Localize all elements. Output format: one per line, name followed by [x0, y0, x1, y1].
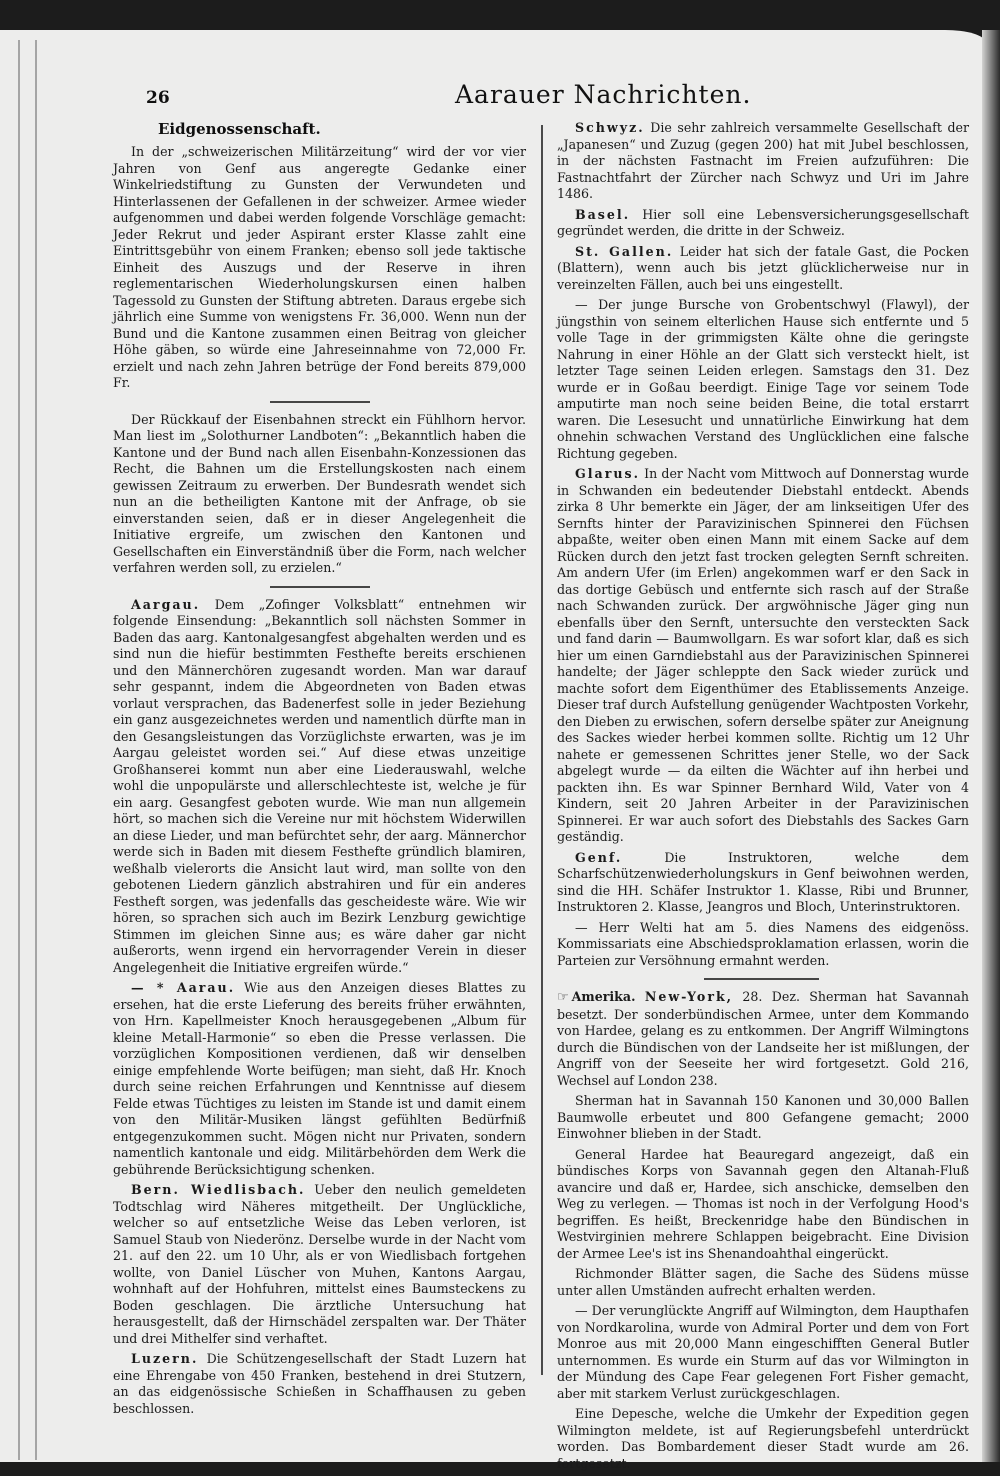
article-paragraph: Der Rückkauf der Eisenbahnen streckt ein Fühlhorn hervor. Man liest im „Solothurner Landboten“: „Bekanntlich haben die Kantone und der Bund nach allen Eisenbahn-Konzessionen das Recht, die Bahnen um die Erstellungskosten nach einem gewissen Zeitraum zu erwerben. Der Bundesrath wendet sich nun an die betheiligten Kantone mit der Anfrage, ob sie einverstanden seien, daß er in dieser Angelegenheit die Initiative ergreife, um zwischen den Kantonen und Gesellschaften ein Einverständniß über die Form, nach welcher verfahren werden soll, zu erzielen.“ [113, 411, 526, 575]
article-text: 28. Dez. Sherman hat Savannah besetzt. Der sonderbündischen Armee, unter dem Kommando von Hardee, gelang es zu entkommen. Der Angriff Wilmingtons durch die Bündischen von der Landseite her ist mißlungen, der Angriff von der Seeseite her wird fortgesetzt. Gold 216, Wechsel auf London 238. [557, 989, 969, 1088]
article-paragraph: General Hardee hat Beauregard angezeigt, daß ein bündisches Korps von Savannah gegen den Altanah-Fluß avancire und daß er, Hardee, sich anschicke, demselben den Weg zu verlegen. — Thomas ist noch in der Verfolgung Hood's begriffen. Es heißt, Breckenridge habe den Bündischen in Westvirginien mehrere Schlappen beigebracht. Eine Division der Armee Lee's ist ins Shenandoahthal eingerückt. [557, 1146, 969, 1261]
newspaper-masthead: Aarauer Nachrichten. [455, 80, 752, 109]
dateline: Glarus. [575, 466, 640, 481]
page-edge-line [18, 40, 20, 1460]
article-text: Die Instruktoren, welche dem Scharfschützenwiederholungskurs in Genf beiwohnen werden, sind die HH. Schäfer Instruktor 1. Klasse, Ribi und Brunner, Instruktoren 2. Klasse, Jeangros und Bloch, Unterinstruktoren. [557, 849, 969, 914]
article-text: Ueber den neulich gemeldeten Todtschlag wird Näheres mitgetheilt. Der Unglückliche, welcher so auf entsetzliche Weise das Leben verloren, ist Samuel Staub von Niederönz. Derselbe wurde in der Nacht vom 21. auf den 22. um 10 Uhr, als er von Wiedlisbach fortgehen wollte, von Daniel Lüscher von Muhen, Kantons Aargau, wohnhaft auf der Hohfuhren, mittelst eines Baumsteckens zu Boden geschlagen. Die ärztliche Untersuchung hat herausgestellt, daß der Hirnschädel zerspalten war. Der Thäter und drei Mithelfer sind verhaftet. [113, 1182, 526, 1346]
article-paragraph: Eine Depesche, welche die Umkehr der Expedition gegen Wilmington meldete, ist auf Regierungsbefehl unterdrückt worden. Das Bombardement dieser Stadt wurde am 26. fortgesetzt. [557, 1406, 969, 1471]
dateline: Schwyz. [575, 120, 645, 135]
article-paragraph: — Der junge Bursche von Grobentschwyl (Flawyl), der jüngsthin von seinem elterlichen Hause sich entfernte und 5 volle Tage in der grimmigsten Kälte ohne die geringste Nahrung in einer Höhle an der Glatt sich versteckt hielt, ist letzter Tage seinen Leiden erlegen. Samstags den 31. Dez wurde er in Goßau beerdigt. Einige Tage vor seinem Tode amputirte man noch seine beiden Beine, die total erstarrt waren. Die Lesesucht und unnatürliche Einwirkung hat dem ohnehin schwachen Verstand des Unglücklichen eine falsche Richtung gegeben. [557, 297, 969, 461]
article-separator [270, 586, 370, 588]
article-text: Wie aus den Anzeigen dieses Blattes zu ersehen, hat die erste Lieferung des bereits früher erwähnten, von Hrn. Kapellmeister Knoch herausgegebenen „Album für kleine Metall-Harmonie“ so eben die Presse verlassen. Die vorzüglichen Kompositionen verdienen, daß wir denselben einige empfehlende Worte beifügen; man sieht, daß Hr. Knoch durch seine reichen Erfahrungen und Kenntnisse auf diesem Felde etwas Tüchtiges zu leisten im Stande ist und damit einem von den Militär-Musiken längst gefühlten Bedürfniß entgegenzukommen sucht. Mögen nicht nur Privaten, sondern namentlich kantonale und eidg. Militärbehörden dem Werk die gebührende Berücksichtigung schenken. [113, 980, 526, 1177]
column-divider [541, 125, 543, 1375]
left-column [113, 120, 526, 1421]
article-text: Dem „Zofinger Volksblatt“ entnehmen wir folgende Einsendung: „Bekanntlich soll nächsten Sommer in Baden das aarg. Kantonalgesangfest abgehalten werden und es sind nun die hiefür bestimmten Festhefte bereits erschienen und den Männerchören zugesandt worden. Man war darauf sehr gespannt, indem die Abgeordneten von Baden etwas vorlaut versprachen, das Badenerfest solle in jeder Beziehung ein ganz ausgezeichnetes werden und namentlich dürfte man in den Gesangsleistungen das Vorzüglichste erwarten, was je im Aargau geleistet worden sei.“ Auf diese etwas unzeitige Großhanserei kommt nun aber eine Liederauswahl, welche wohl die unpopulärste und allerschlechteste ist, welche je für ein aarg. Gesangfest geboten wurde. Wie man nun allgemein hört, so machen sich die Vereine nur mit höchstem Widerwillen an diese Lieder, und man befürchtet sehr, der aarg. Männerchor werde sich in Baden mit diesem Festhefte gründlich blamiren, weßhalb vielerorts die Ansicht laut wird, man sollte von den gebotenen Liedern gänzlich abstrahiren und für ein anderes Festheft sorgen, was jedenfalls das gescheideste wäre. Wie wir hören, so sprachen sich auch im Bezirk Lenzburg gewichtige Stimmen im gleichen Sinne aus; es wäre daher gar nicht außerorts, wenn irgend ein hervorragender Verein in dieser Angelegenheit die Initiative ergreifen würde.“ [113, 596, 526, 975]
article-paragraph: — Herr Welti hat am 5. dies Namens des eidgenöss. Kommissariats eine Abschiedsproklamation erlassen, worin die Parteien zur Versöhnung ermahnt werden. [557, 919, 969, 968]
article-paragraph [557, 244, 969, 294]
article-paragraph [557, 850, 969, 916]
dateline: Genf. [575, 849, 623, 865]
article-text: Die Schützengesellschaft der Stadt Luzern hat eine Ehrengabe von 450 Franken, bestehend in drei Stutzern, an das eidgenössische Schießen in Schaffhausen zu geben beschlossen. [113, 1351, 527, 1416]
article-paragraph [113, 1182, 526, 1347]
article-paragraph [557, 466, 969, 846]
article-paragraph [113, 1351, 526, 1417]
article-paragraph: Richmonder Blätter sagen, die Sache des Südens müsse unter allen Umständen aufrecht erhalten werden. [557, 1266, 969, 1298]
dateline: Luzern. [131, 1351, 199, 1366]
dateline: Bern. Wiedlisbach. [131, 1182, 306, 1197]
article-paragraph [557, 207, 969, 240]
article-paragraph: Sherman hat in Savannah 150 Kanonen und 30,000 Ballen Baumwolle erbeutet und 800 Gefangene gemacht; 2000 Einwohner blieben in der Stadt. [557, 1093, 969, 1141]
pointing-hand-icon: ☞ [557, 990, 569, 1005]
dateline: St. Gallen. [575, 243, 674, 259]
section-label: Amerika. [571, 989, 636, 1004]
article-paragraph [113, 980, 526, 1178]
page-curl-shadow [982, 30, 1000, 1462]
section-heading: Eidgenossenschaft. [158, 120, 321, 138]
article-text: In der Nacht vom Mittwoch auf Donnerstag wurde in Schwanden ein bedeutender Diebstahl entdeckt. Abends zirka 8 Uhr bemerkte ein Jäger, der am linkseitigen Ufer des Sernfts hinter der Paravizinischen Spinnerei den Füchsen abpaßte, weiter oben einen Mann mit einem Sacke auf dem Rücken durch den jetzt fast trocken gelegten Sernft schreiten. Am andern Ufer (im Erlen) angekommen warf er den Sack in das dortige Gebüsch und entfernte sich rasch auf der Straße nach Schwanden zurück. Der argwöhnische Jäger ging nun ebenfalls über den Sernft, untersuchte den versteckten Sack und fand darin — Baumwollgarn. Es war sofort klar, daß es sich hier um einen Garndiebstahl aus der Paravizinischen Spinnerei handelte; der Jäger schleppte den Sack wieder zurück und machte sofort dem Eigenthümer des Etablissements Anzeige. Dieser traf durch Aufstellung genügender Wachtposten Vorkehr, den Dieben zu erwischen, sofern derselbe später zur Aneignung des Sackes wieder herbei kommen sollte. Richtig um 12 Uhr nahete er gemessenen Schrittes jener Stelle, wo der Sack abgelegt wurde — da eilten die Wächter auf ihn herbei und packten ihn. Es war Spinner Bernhard Wild, Vater von 4 Kindern, seit 20 Jahren Arbeiter in der Paravizinischen Spinnerei. Er war auch sofort des Diebstahls des Sackes Garn geständig. [557, 466, 969, 844]
dateline: — * Aarau. [131, 980, 236, 995]
page-number: 26 [146, 88, 170, 108]
article-paragraph [557, 989, 969, 1089]
dateline: Aargau. [131, 596, 201, 612]
dateline: Basel. [575, 206, 631, 222]
article-paragraph [557, 120, 969, 203]
article-text: Hier soll eine Lebensversicherungsgesellschaft gegründet werden, die dritte in der Schweiz. [557, 206, 969, 238]
article-paragraph: — Der verunglückte Angriff auf Wilmington, dem Haupthafen von Nordkarolina, wurde von Admiral Porter und dem von Fort Monroe aus mit 20,000 Mann eingeschifften General Butler unternommen. Es wurde ein Sturm auf das vor Wilmington in der Mündung des Cape Fear gelegenen Fort Fisher gemacht, aber mit starkem Verlust zurückgeschlagen. [557, 1303, 969, 1401]
article-paragraph [113, 597, 526, 977]
article-text: Leider hat sich der fatale Gast, die Pocken (Blattern), wenn auch bis jetzt glücklicherweise nur in vereinzelten Fällen, auch bei uns eingestellt. [557, 243, 970, 292]
article-paragraph: In der „schweizerischen Militärzeitung“ wird der vor vier Jahren von Genf aus angeregte Gedanke einer Winkelriedstiftung zu Gunsten der Verwundeten und Hinterlassenen der Gefallenen in der schweizer. Armee wieder aufgenommen und dabei werden folgende Vorschläge gemacht: Jeder Rekrut und jeder Aspirant erster Klasse zahlt eine Eintrittsgebühr von einem Franken; ebenso soll jede taktische Einheit des Auszugs und der Reserve in ihren reglementarischen Wiederholungskursen einen halben Tagessold zu Gunsten der Stiftung abtreten. Daraus ergebe sich jährlich eine Summe von wenigstens Fr. 36,000. Wenn nun der Bund und die Kantone zusammen einen Beitrag von gleicher Höhe gäben, so würde eine Jahreseinnahme von 72,000 Fr. erzielt und nach zehn Jahren betrüge der Fond bereits 879,000 Fr. [113, 144, 526, 390]
article-text: Die sehr zahlreich versammelte Gesellschaft der „Japanesen“ und Zuzug (gegen 200) hat mit Jubel beschlossen, in der nächsten Fastnacht im Freien aufzuführen: Die Fastnachtfahrt der Zürcher nach Schwyz und Uri im Jahre 1486. [557, 120, 969, 201]
article-separator [270, 401, 370, 403]
dateline: New-York, [644, 989, 734, 1004]
article-separator [704, 978, 819, 980]
page-edge-line [35, 40, 37, 1460]
right-column [557, 120, 969, 1476]
